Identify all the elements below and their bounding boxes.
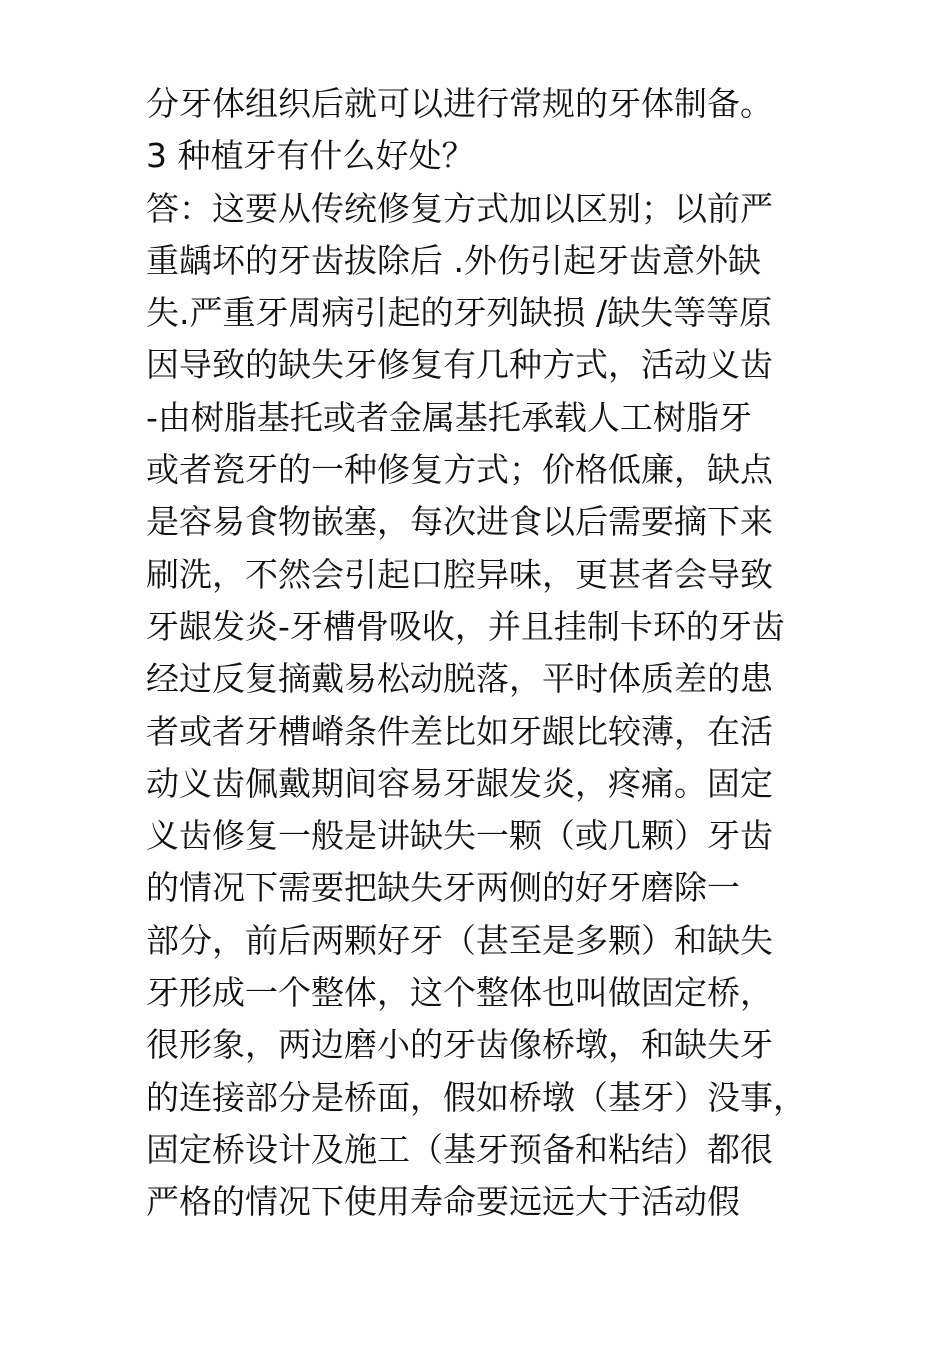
- text-line: 固定桥设计及施工（基牙预备和粘结）都很: [146, 1129, 773, 1169]
- text-line: 或者瓷牙的一种修复方式；价格低廉，缺点: [146, 450, 773, 490]
- text-line: -由树脂基托或者金属基托承载人工树脂牙: [146, 397, 752, 437]
- body-text: [146, 78, 846, 1229]
- text-line: 很形象，两边磨小的牙齿像桥墩，和缺失牙: [146, 1025, 773, 1065]
- text-line: 严格的情况下使用寿命要远远大于活动假: [146, 1182, 740, 1222]
- text-line: 的情况下需要把缺失牙两侧的好牙磨除一: [146, 868, 740, 908]
- text-line: 失.严重牙周病引起的牙列缺损 /缺失等等原: [146, 293, 773, 333]
- text-line: 者或者牙槽嵴条件差比如牙龈比较薄，在活: [146, 711, 773, 751]
- text-line: 牙龈发炎-牙槽骨吸收，并且挂制卡环的牙齿: [146, 606, 785, 646]
- text-line: 部分，前后两颗好牙（甚至是多颗）和缺失: [146, 920, 773, 960]
- text-line: 牙形成一个整体，这个整体也叫做固定桥，: [146, 973, 773, 1013]
- section-heading: 3 种植牙有什么好处？: [146, 136, 475, 176]
- text-line: 刷洗，不然会引起口腔异味，更甚者会导致: [146, 554, 773, 594]
- text-line: 是容易食物嵌塞，每次进食以后需要摘下来: [146, 502, 773, 542]
- text-line: 重龋坏的牙齿拔除后 .外伤引起牙齿意外缺: [146, 240, 761, 280]
- text-line: 因导致的缺失牙修复有几种方式，活动义齿: [146, 345, 773, 385]
- text-line: 经过反复摘戴易松动脱落，平时体质差的患: [146, 659, 773, 699]
- text-line: 义齿修复一般是讲缺失一颗（或几颗）牙齿: [146, 816, 773, 856]
- text-line: 的连接部分是桥面，假如桥墩（基牙）没事，: [146, 1077, 806, 1117]
- text-line: 动义齿佩戴期间容易牙龈发炎，疼痛。固定: [146, 763, 773, 803]
- text-line: 答：这要从传统修复方式加以区别；以前严: [146, 188, 773, 228]
- text-line: 分牙体组织后就可以进行常规的牙体制备。: [146, 84, 773, 123]
